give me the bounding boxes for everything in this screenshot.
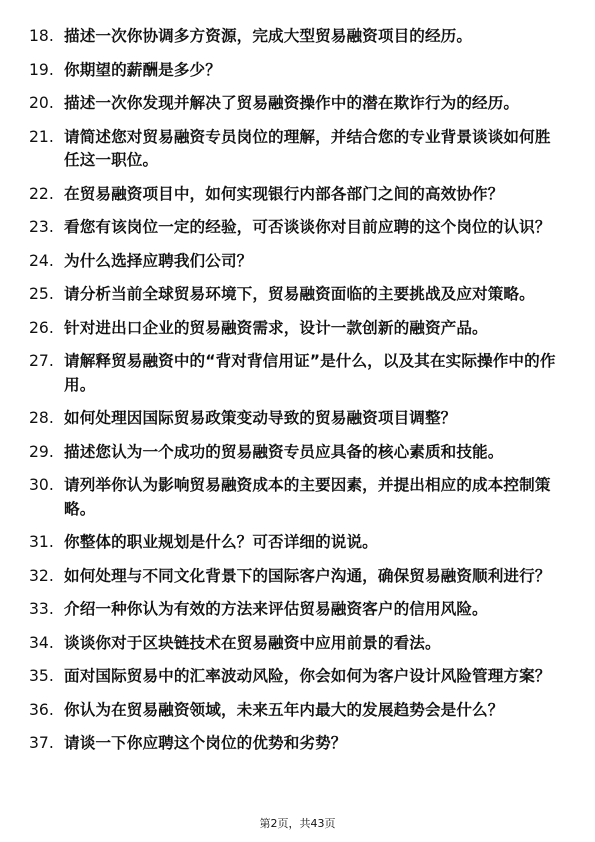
question-text: 描述一次你发现并解决了贸易融资操作中的潜在欺诈行为的经历。 (64, 94, 520, 112)
question-item (0, 632, 595, 656)
question-item (0, 283, 595, 307)
question-text: 你认为在贸易融资领域，未来五年内最大的发展趋势会是什么？ (64, 700, 504, 719)
question-number: 27. (29, 352, 54, 370)
question-item (0, 531, 595, 555)
page-number-footer: 第2页，共43页 (259, 817, 336, 830)
question-item (0, 317, 595, 341)
question-text: 描述您认为一个成功的贸易融资专员应具备的核心素质和技能。 (64, 442, 504, 461)
question-text: 谈谈你对于区块链技术在贸易融资中应用前景的看法。 (64, 633, 441, 652)
question-text: 看您有该岗位一定的经验，可否谈谈你对目前应聘的这个岗位的认识？ (64, 218, 551, 236)
question-item (0, 407, 595, 431)
question-text: 针对进出口企业的贸易融资需求，设计一款创新的融资产品。 (64, 318, 488, 337)
question-item (0, 665, 595, 689)
question-text: 描述一次你协调多方资源，完成大型贸易融资项目的经历。 (64, 27, 473, 45)
question-number: 23. (29, 218, 54, 236)
question-item (0, 183, 595, 207)
question-item (0, 441, 595, 465)
question-number: 31. (29, 533, 54, 551)
question-number: 34. (29, 633, 54, 652)
question-text: 如何处理与不同文化背景下的国际客户沟通，确保贸易融资顺利进行？ (64, 566, 551, 585)
question-text: 请简述您对贸易融资专员岗位的理解，并结合您的专业背景谈谈如何胜任这一职位。 (64, 127, 551, 169)
question-number: 19. (29, 60, 54, 79)
question-text: 你整体的职业规划是什么？可否详细的说说。 (64, 533, 378, 551)
question-list (0, 25, 595, 766)
question-text: 介绍一种你认为有效的方法来评估贸易融资客户的信用风险。 (64, 600, 488, 618)
question-item (0, 59, 595, 83)
question-item (0, 216, 595, 240)
question-number: 24. (29, 251, 54, 270)
question-item (0, 598, 595, 622)
question-number: 28. (29, 409, 54, 427)
question-text: 面对国际贸易中的汇率波动风险，你会如何为客户设计风险管理方案？ (64, 667, 551, 685)
question-item (0, 250, 595, 274)
question-number: 29. (29, 442, 54, 461)
question-item (0, 126, 595, 173)
question-number: 35. (29, 667, 54, 685)
question-number: 32. (29, 566, 54, 585)
question-number: 22. (29, 184, 54, 203)
question-item (0, 350, 595, 397)
question-text: 请分析当前全球贸易环境下，贸易融资面临的主要挑战及应对策略。 (64, 285, 535, 303)
question-number: 18. (29, 27, 54, 45)
question-item (0, 732, 595, 756)
question-number: 26. (29, 318, 54, 337)
question-number: 30. (29, 476, 54, 494)
question-item (0, 699, 595, 723)
question-item (0, 25, 595, 49)
question-text: 在贸易融资项目中，如何实现银行内部各部门之间的高效协作？ (64, 184, 504, 203)
question-text: 为什么选择应聘我们公司？ (64, 251, 253, 270)
question-item (0, 92, 595, 116)
question-number: 37. (29, 734, 54, 752)
question-number: 36. (29, 700, 54, 719)
question-item (0, 474, 595, 521)
question-text: 请谈一下你应聘这个岗位的优势和劣势？ (64, 734, 347, 752)
question-text: 你期望的薪酬是多少？ (64, 60, 221, 79)
question-text: 如何处理因国际贸易政策变动导致的贸易融资项目调整？ (64, 409, 457, 427)
question-number: 21. (29, 127, 54, 146)
question-text: 请列举你认为影响贸易融资成本的主要因素，并提出相应的成本控制策略。 (64, 476, 551, 518)
question-text: 请解释贸易融资中的“背对背信用证”是什么，以及其在实际操作中的作用。 (64, 352, 556, 394)
question-number: 25. (29, 285, 54, 303)
question-number: 20. (29, 94, 54, 112)
question-item (0, 565, 595, 589)
question-number: 33. (29, 600, 54, 618)
